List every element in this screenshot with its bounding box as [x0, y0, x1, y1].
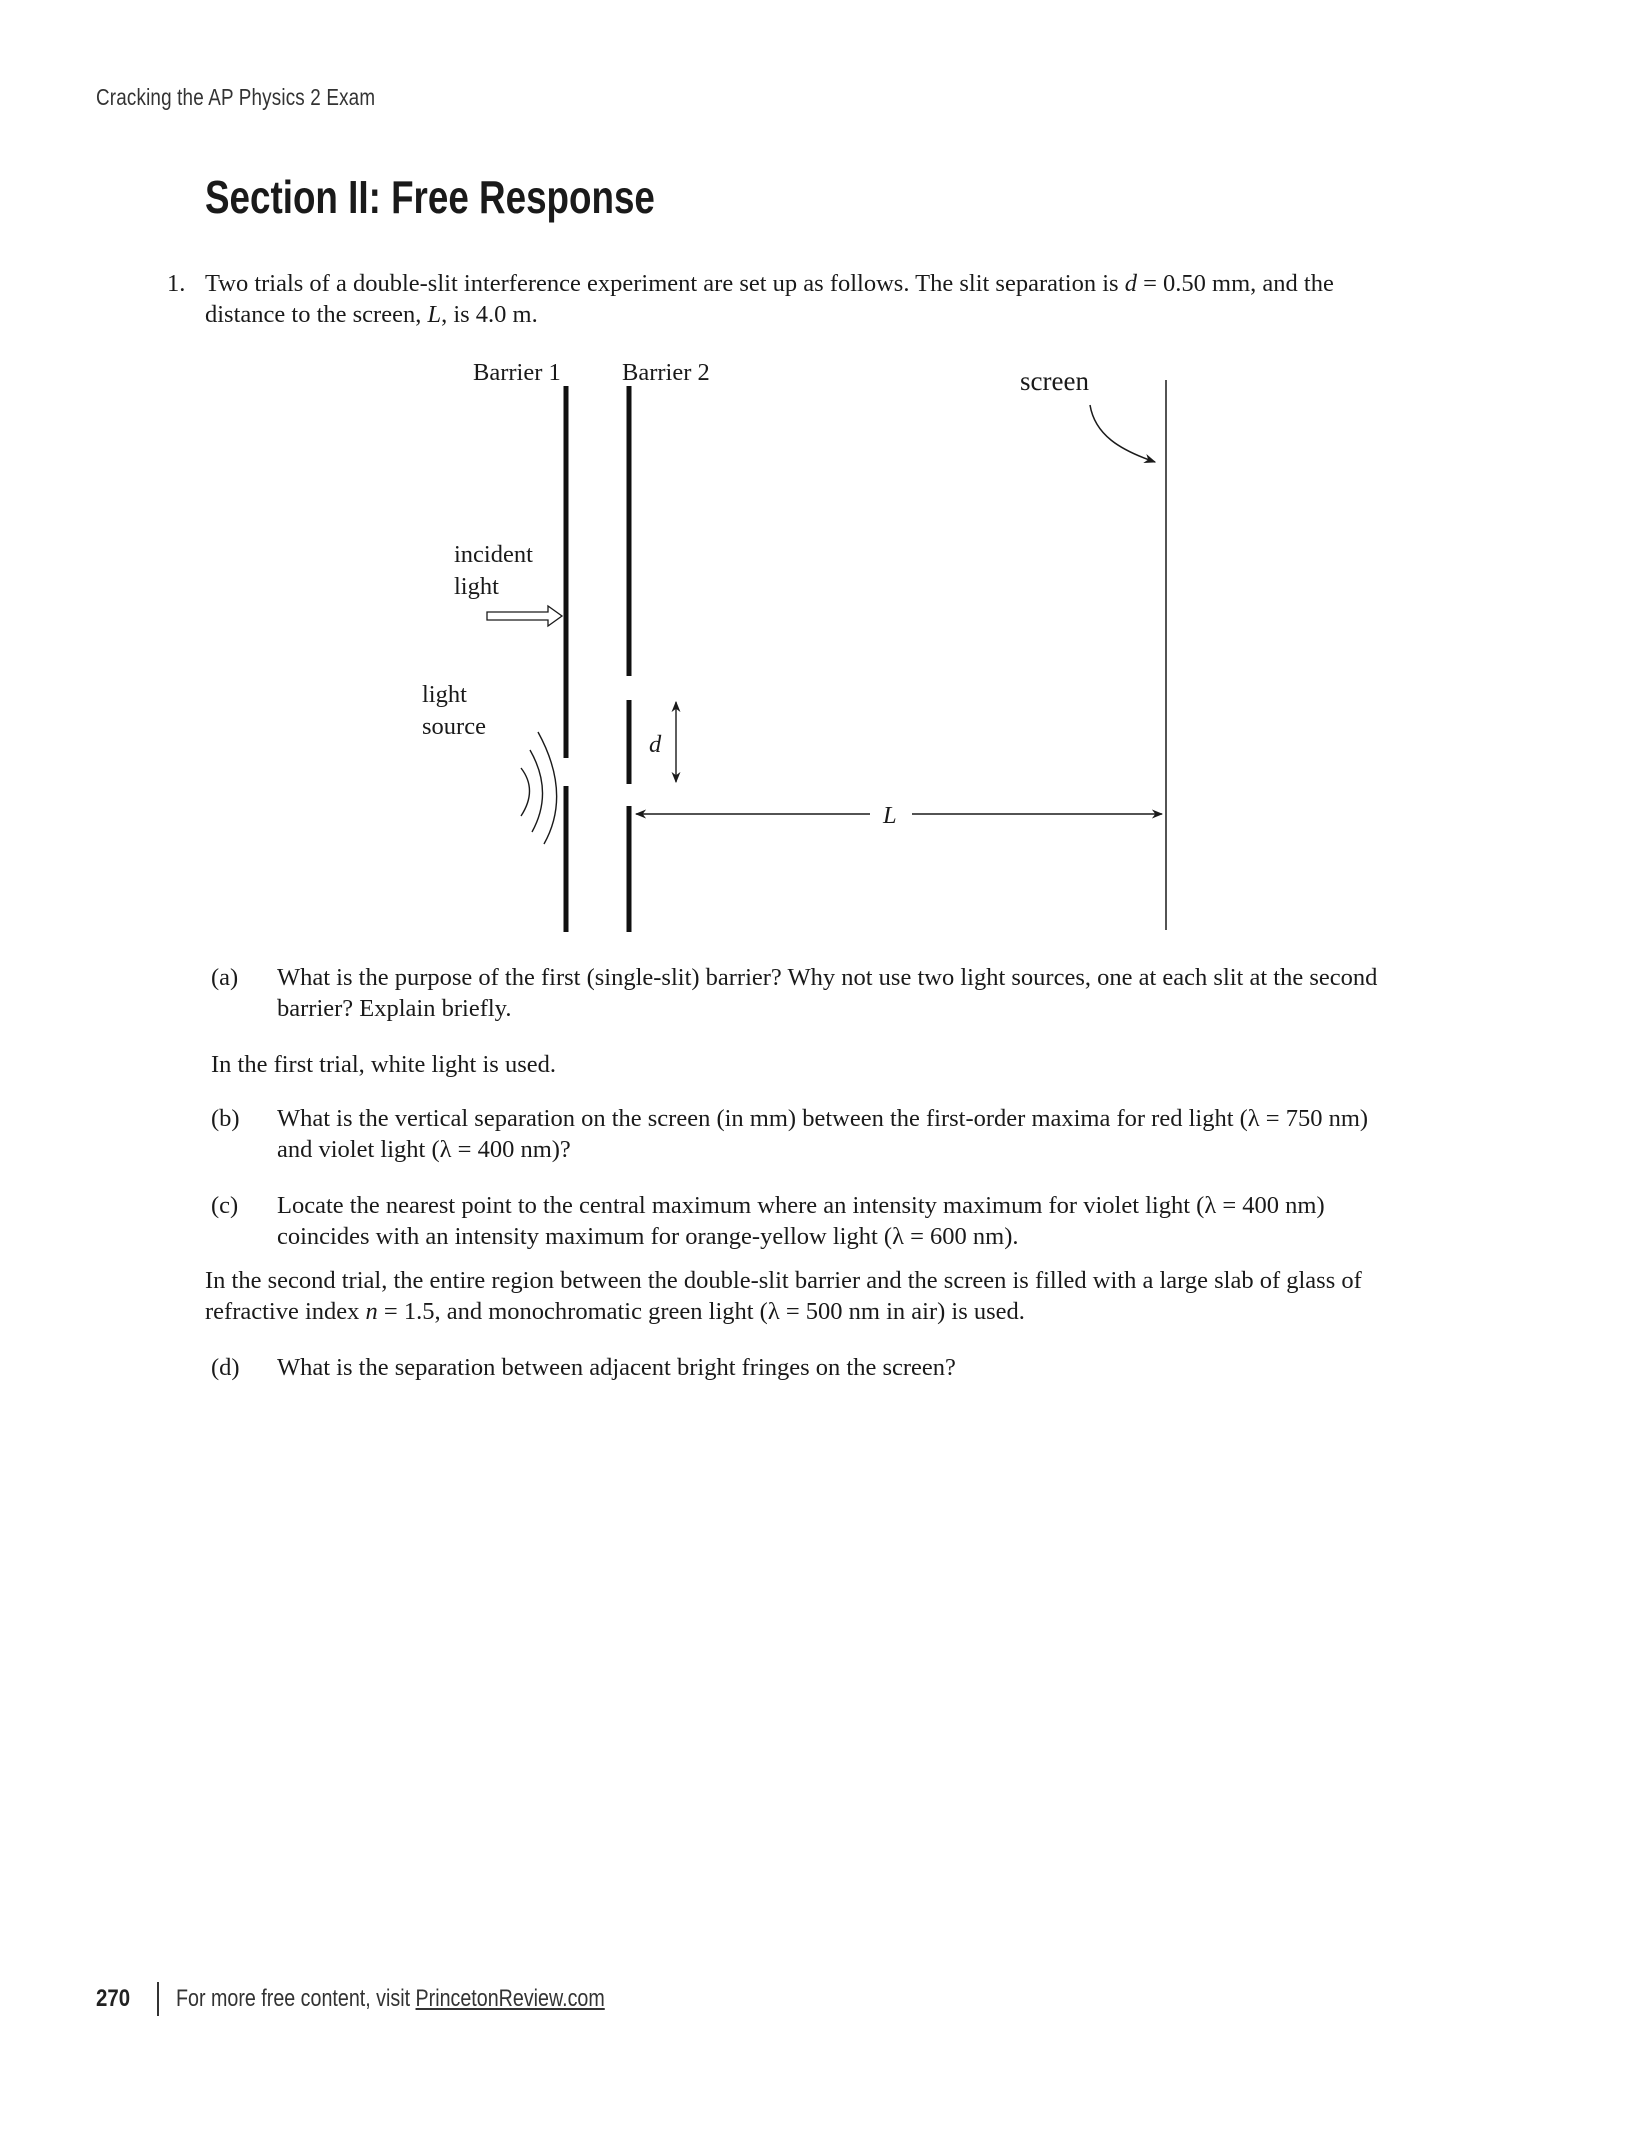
barrier2-label: Barrier 2 — [622, 359, 710, 386]
screen-label: screen — [1020, 366, 1089, 396]
page-number: 270 — [96, 1985, 131, 2012]
L-label: L — [883, 802, 897, 829]
question-intro — [205, 268, 1425, 330]
part-b-line1: What is the vertical separation on the screen (in mm) between the first-order maxima for red light (λ = 750 nm) — [277, 1105, 1369, 1132]
part-d-label: (d) — [211, 1354, 240, 1381]
incident-light-arrow-icon — [487, 606, 562, 626]
question-intro-line1 — [205, 268, 1425, 299]
double-slit-diagram — [400, 350, 1200, 950]
question-intro-line2 — [205, 299, 1425, 330]
light-source-waves-icon — [521, 732, 557, 844]
screen-pointer-arrow — [1090, 405, 1155, 462]
section-title: Section II: Free Response — [205, 171, 655, 223]
running-head: Cracking the AP Physics 2 Exam — [96, 84, 376, 110]
footer-promo: For more free content, visit — [176, 1985, 416, 2012]
part-b-text — [277, 1103, 1437, 1165]
part-c-text — [277, 1190, 1437, 1252]
question-number: 1. — [167, 270, 186, 297]
part-c-label: (c) — [211, 1192, 239, 1219]
trial2-text-part: = 1.5, and monochromatic green light (λ = 500 nm in air) is used. — [377, 1298, 1025, 1325]
barrier1-label: Barrier 1 — [473, 359, 561, 386]
d-label: d — [649, 731, 662, 758]
intro-text: Two trials of a double-slit interference experiment are set up as follows. The slit separation is — [205, 270, 1125, 297]
trial1-text: In the first trial, white light is used. — [211, 1051, 556, 1078]
var-n: n — [365, 1298, 378, 1325]
footer-text — [176, 1985, 605, 2013]
part-b-line2: and violet light (λ = 400 nm)? — [277, 1136, 571, 1163]
part-a-line1: What is the purpose of the first (single-slit) barrier? Why not use two light sources, one at each slit at the second — [277, 964, 1378, 991]
incident-label-line1: incident — [454, 541, 533, 568]
part-a-text — [277, 962, 1437, 1024]
var-L: L — [427, 301, 442, 328]
trial2-text — [205, 1265, 1445, 1327]
part-c-line2: coincides with an intensity maximum for orange-yellow light (λ = 600 nm). — [277, 1223, 1019, 1250]
footer-divider — [157, 1982, 159, 2016]
incident-label-line2: light — [454, 573, 499, 600]
intro-text: = 0.50 mm, and the — [1136, 270, 1334, 297]
var-d: d — [1124, 270, 1137, 297]
intro-text: , is 4.0 m. — [441, 301, 538, 328]
trial2-line2 — [205, 1296, 1445, 1327]
part-a-label: (a) — [211, 964, 239, 991]
part-c-line1: Locate the nearest point to the central maximum where an intensity maximum for violet light (λ = 400 nm) — [277, 1192, 1325, 1219]
part-d-text: What is the separation between adjacent bright fringes on the screen? — [277, 1354, 956, 1381]
source-label-line1: light — [422, 681, 467, 708]
trial2-line1: In the second trial, the entire region between the double-slit barrier and the screen is filled with a large slab of glass of — [205, 1267, 1362, 1294]
source-label-line2: source — [422, 713, 486, 740]
part-b-label: (b) — [211, 1105, 240, 1132]
footer-link[interactable]: PrincetonReview.com — [415, 1985, 605, 2012]
intro-text: distance to the screen, — [205, 301, 428, 328]
part-a-line2: barrier? Explain briefly. — [277, 995, 512, 1022]
trial2-text-part: refractive index — [205, 1298, 366, 1325]
